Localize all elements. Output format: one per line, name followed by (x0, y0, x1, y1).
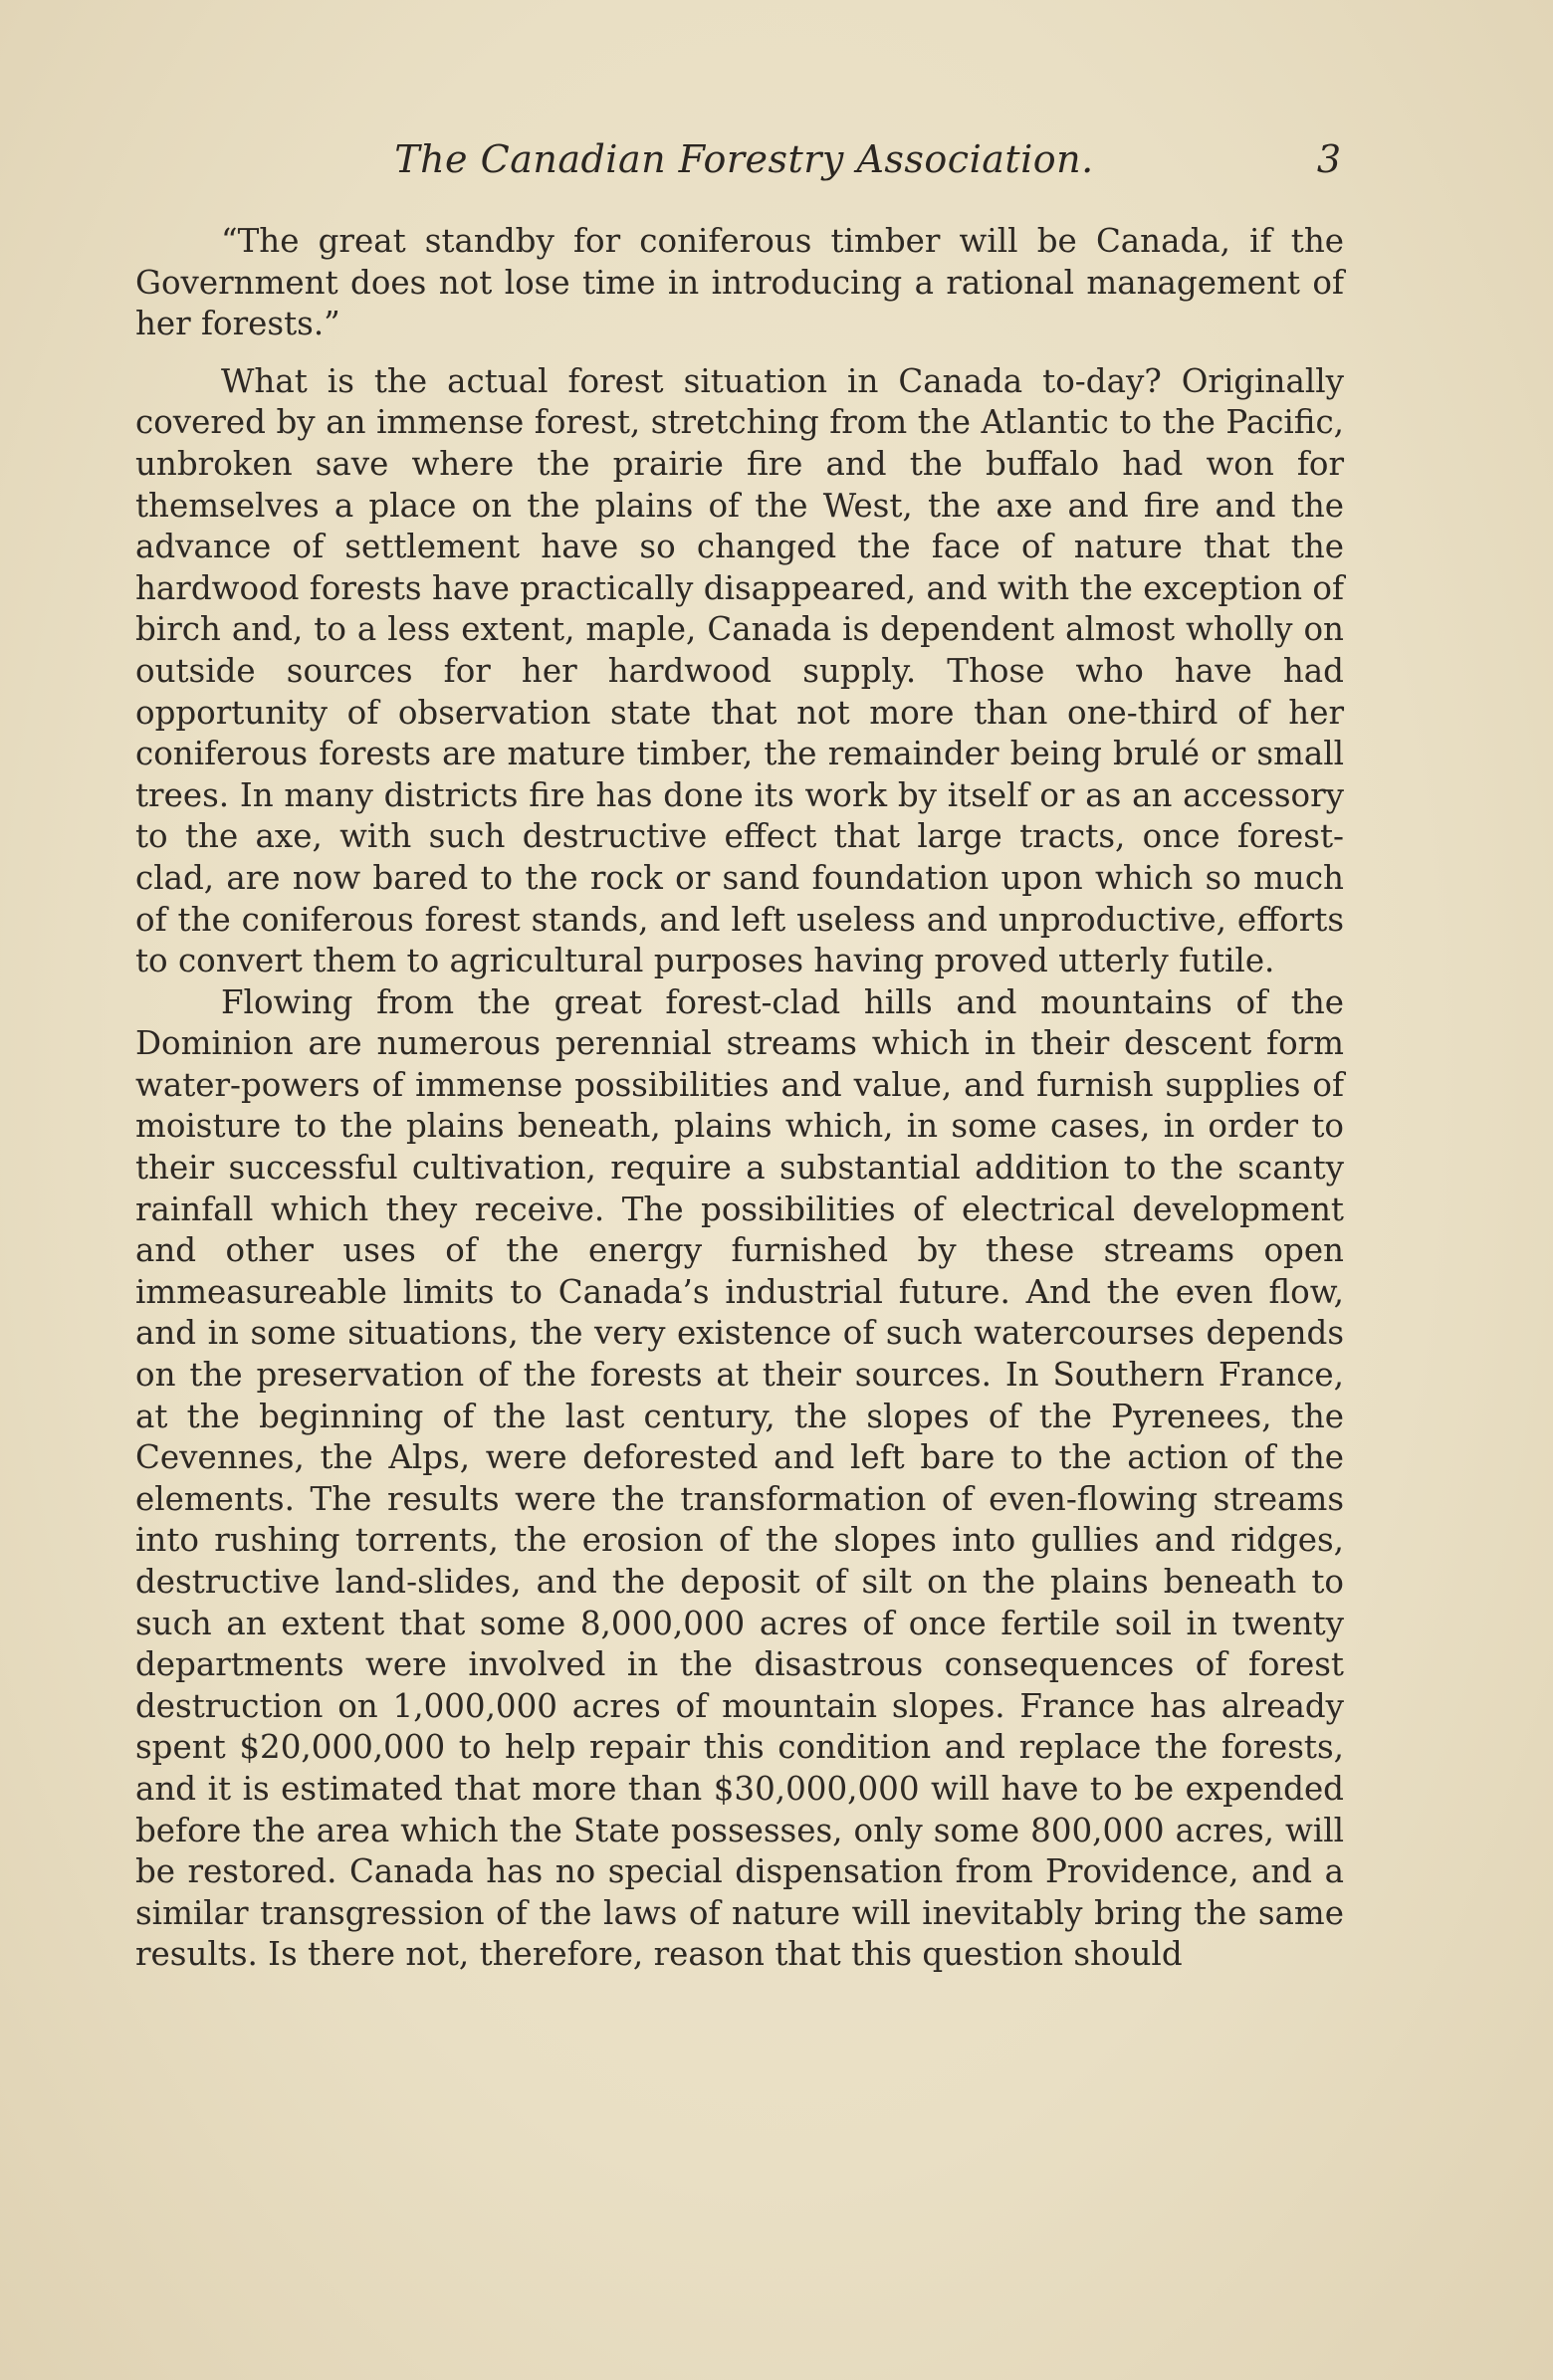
page-header (139, 137, 1349, 197)
paragraph-streams: Flowing from the great forest-clad hills and mountains of the Dominion are numerous perennial streams which in their descent form water-powers of immense possibilities and value, and furnish supplies of moisture to the plains beneath, plains which, in some cases, in order to their successful cultivation, require a substantial addition to the scanty rainfall which they receive. The possibilities of electrical development and other uses of the energy furnished by these streams open immeasureable limits to Canada’s industrial future. And the even flow, and in some situations, the very existence of such watercourses depends on the preservation of the forests at their sources. In Southern France, at the beginning of the last century, the slopes of the Pyrenees, the Cevennes, the Alps, were deforested and left bare to the action of the elements. The results were the transformation of even-flowing streams into rushing torrents, the erosion of the slopes into gullies and ridges, destructive land-slides, and the deposit of silt on the plains beneath to such an extent that some 8,000,000 acres of once fertile soil in twenty departments were involved in the disastrous consequences of forest destruction on 1,000,000 acres of mountain slopes. France has already spent $20,000,000 to help repair this condition and replace the forests, and it is estimated that more than $30,000,000 will have to be expended before the area which the State possesses, only some 800,000 acres, will be restored. Canada has no special dispensation from Providence, and a similar transgression of the laws of nature will inevitably bring the same results. Is there not, therefore, reason that this question should (135, 982, 1344, 1974)
paragraph-forest-situation: What is the actual forest situation in Canada to-day? Originally covered by an immense forest, stretching from the Atlantic to the Pacific, unbroken save where the prairie fire and the buffalo had won for themselves a place on the plains of the West, the axe and fire and the advance of settlement have so changed the face of nature that the hardwood forests have practically disappeared, and with the exception of birch and, to a less extent, maple, Canada is dependent almost wholly on outside sources for her hardwood supply. Those who have had opportunity of observation state that not more than one-third of her coniferous forests are mature timber, the remainder being brulé or small trees. In many districts fire has done its work by itself or as an accessory to the axe, with such destructive effect that large tracts, once forest-clad, are now bared to the rock or sand foundation upon which so much of the coniferous forest stands, and left useless and unproductive, efforts to convert them to agricultural purposes having proved utterly futile. (135, 361, 1344, 980)
running-title: The Canadian Forestry Association. (394, 137, 1094, 181)
body-text (135, 221, 1344, 1976)
page-number: 3 (1316, 137, 1341, 181)
paragraph-quote: “The great standby for coniferous timber will be Canada, if the Government does not lose time in introducing a rational management of her forests.” (135, 222, 1344, 343)
